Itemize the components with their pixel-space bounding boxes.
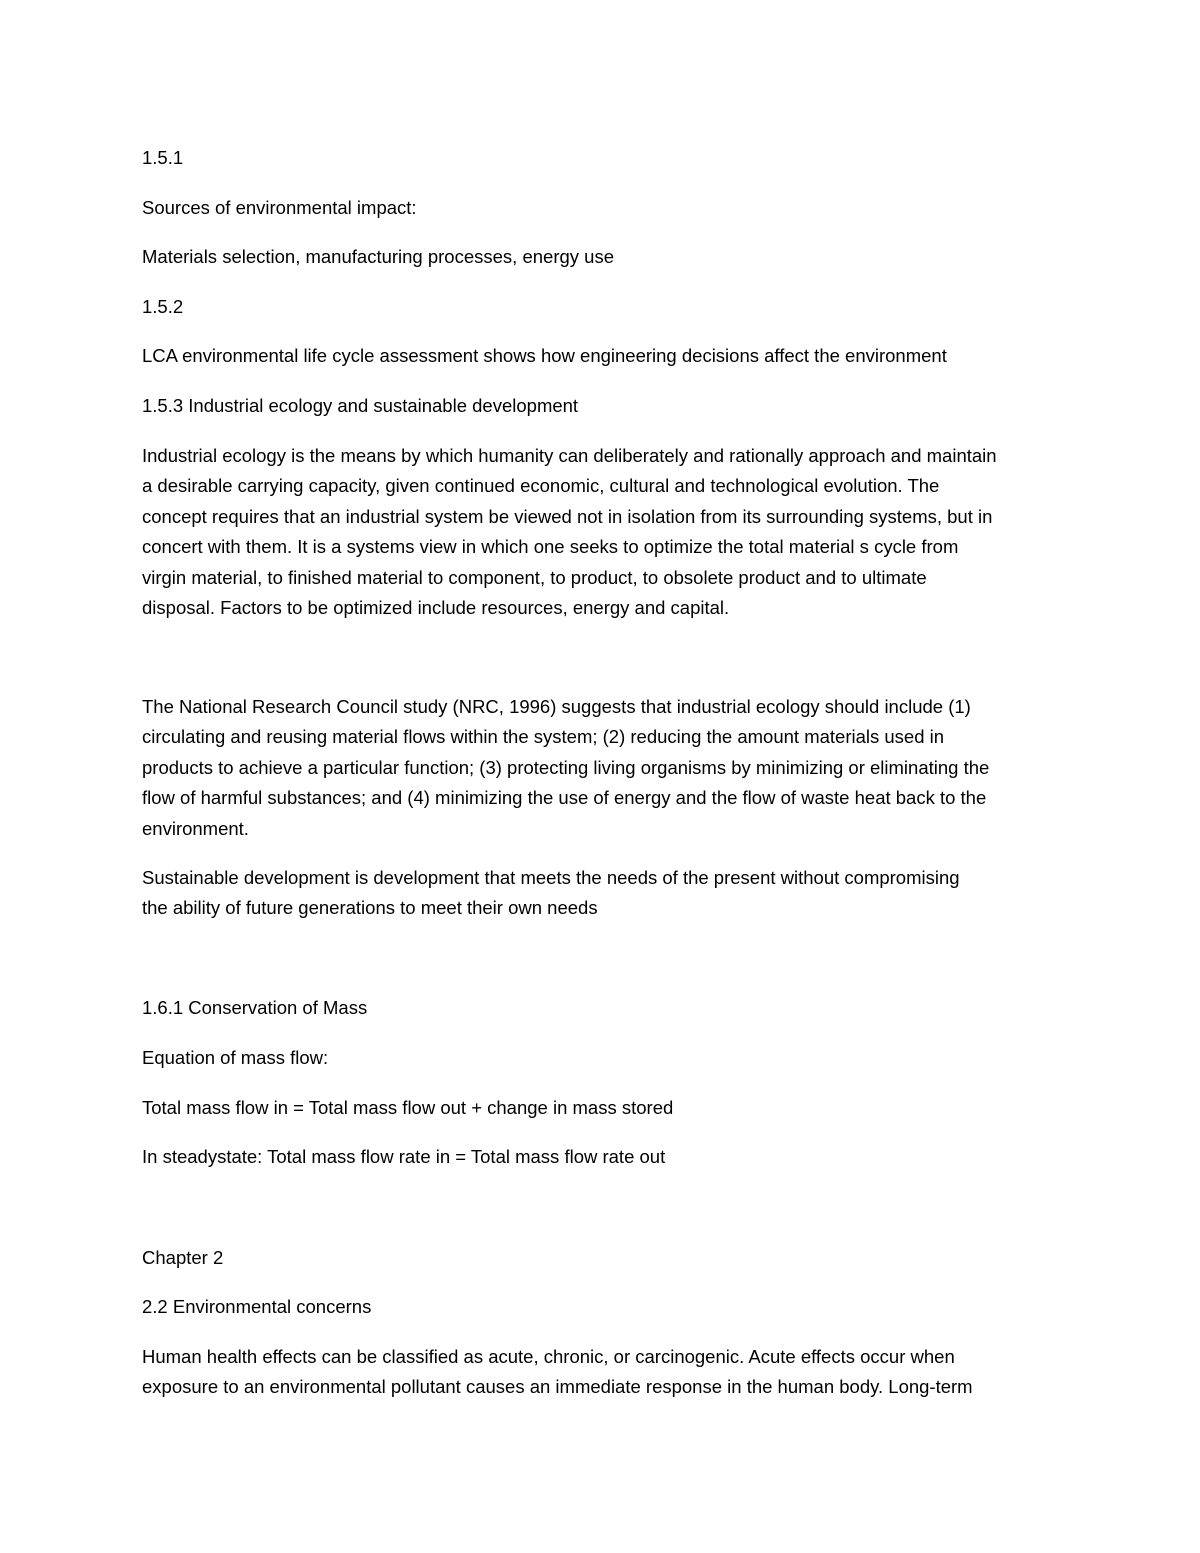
equation-total-mass-flow: Total mass flow in = Total mass flow out + change in mass stored <box>142 1097 674 1118</box>
paragraph-line: virgin material, to finished material to component, to product, to obsolete product and to ultimate <box>142 566 927 588</box>
sustainable-development-paragraph <box>142 863 1072 924</box>
paragraph-line: The National Research Council study (NRC, 1996) suggests that industrial ecology should include (1) <box>142 696 971 717</box>
section-heading-2-2: 2.2 Environmental concerns <box>142 1296 372 1317</box>
paragraph-line: concert with them. It is a systems view in which one seeks to optimize the total material s cycle from <box>142 536 959 558</box>
paragraph-line: the ability of future generations to meet their own needs <box>142 897 598 919</box>
paragraph-line: concept requires that an industrial system be viewed not in isolation from its surrounding systems, but in <box>142 505 993 527</box>
paragraph-line: a desirable carrying capacity, given continued economic, cultural and technological evolution. The <box>142 475 940 497</box>
paragraph-line: flow of harmful substances; and (4) minimizing the use of energy and the flow of waste heat back to the <box>142 787 987 809</box>
sources-heading: Sources of environmental impact: <box>142 197 417 218</box>
section-number-1-5-2: 1.5.2 <box>142 296 184 317</box>
health-effects-paragraph <box>142 1342 1072 1403</box>
section-number-1-5-1: 1.5.1 <box>142 147 184 168</box>
lca-paragraph: LCA environmental life cycle assessment shows how engineering decisions affect the environment <box>142 345 947 366</box>
industrial-ecology-paragraph <box>142 441 1072 623</box>
chapter-label: Chapter 2 <box>142 1247 224 1268</box>
paragraph-line: Sustainable development is development that meets the needs of the present without compromising <box>142 867 960 888</box>
paragraph-line: environment. <box>142 817 249 839</box>
section-heading-1-6-1: 1.6.1 Conservation of Mass <box>142 997 368 1018</box>
paragraph-line: products to achieve a particular function; (3) protecting living organisms by minimizing or eliminating the <box>142 756 990 778</box>
section-heading-1-5-3: 1.5.3 Industrial ecology and sustainable development <box>142 395 579 416</box>
paragraph-line: Human health effects can be classified as acute, chronic, or carcinogenic. Acute effects occur when <box>142 1346 955 1367</box>
paragraph-line: circulating and reusing material flows within the system; (2) reducing the amount materials used in <box>142 726 945 748</box>
paragraph-line: Industrial ecology is the means by which humanity can deliberately and rationally approach and maintain <box>142 445 997 466</box>
nrc-paragraph <box>142 692 1072 844</box>
equation-heading: Equation of mass flow: <box>142 1047 329 1068</box>
paragraph-line: disposal. Factors to be optimized include resources, energy and capital. <box>142 597 730 619</box>
sources-list: Materials selection, manufacturing processes, energy use <box>142 246 614 267</box>
equation-steady-state: In steadystate: Total mass flow rate in = Total mass flow rate out <box>142 1146 666 1167</box>
paragraph-line: exposure to an environmental pollutant causes an immediate response in the human body. Long-term <box>142 1376 973 1398</box>
